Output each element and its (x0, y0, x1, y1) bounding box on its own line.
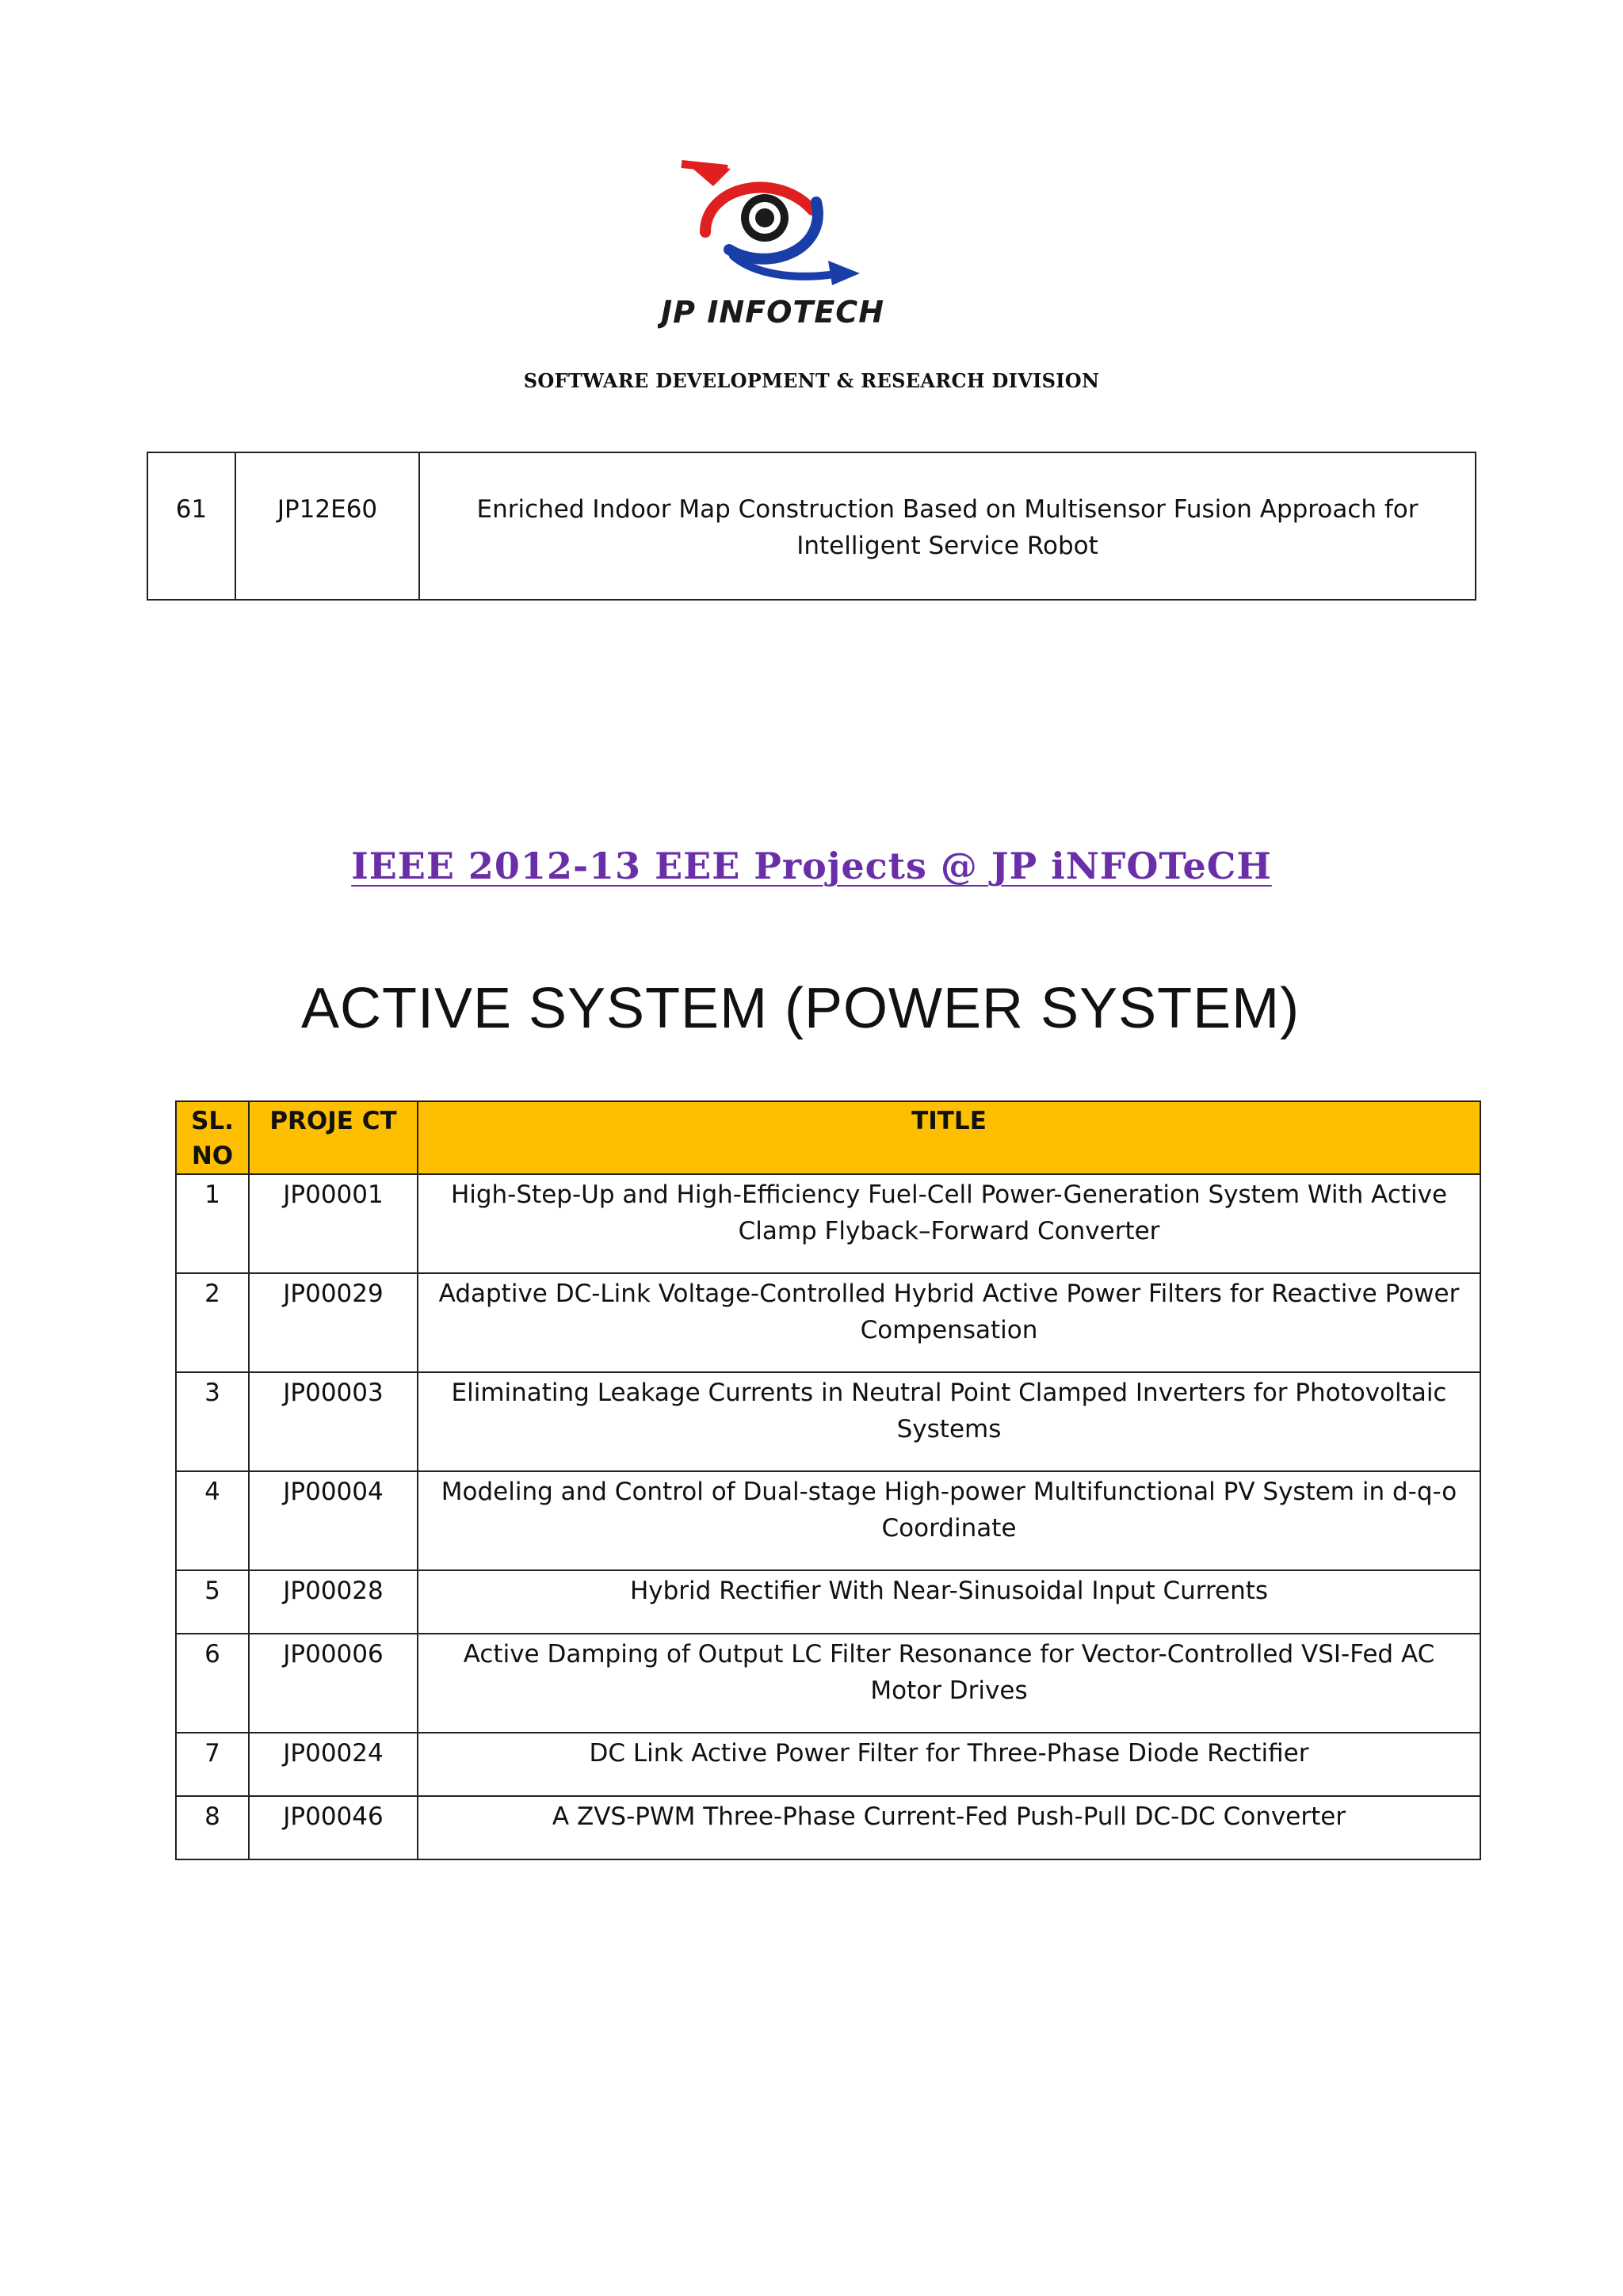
project-code-cell: JP00003 (249, 1372, 418, 1471)
project-code-cell: JP12E60 (235, 452, 419, 600)
table-row (176, 1733, 1480, 1796)
jp-infotech-logo (658, 154, 888, 337)
title-cell: Enriched Indoor Map Construction Based on Multisensor Fusion Approach for Intelligent Service Robot (419, 452, 1476, 600)
sl-no-header: SL. NO (176, 1101, 249, 1174)
project-code-cell: JP00004 (249, 1471, 418, 1570)
section-title: ACTIVE SYSTEM (POWER SYSTEM) (300, 977, 1300, 1040)
table-row (176, 1796, 1480, 1859)
project-code-cell: JP00024 (249, 1733, 418, 1796)
sl-cell: 7 (176, 1733, 249, 1796)
sl-cell: 6 (176, 1634, 249, 1733)
project-header: PROJE CT (249, 1101, 418, 1174)
table-header-row (176, 1101, 1480, 1174)
sl-cell: 4 (176, 1471, 249, 1570)
title-header: TITLE (418, 1101, 1480, 1174)
table-row (176, 1273, 1480, 1372)
title-cell: A ZVS-PWM Three-Phase Current-Fed Push-Pull DC-DC Converter (418, 1796, 1480, 1859)
sl-cell: 1 (176, 1174, 249, 1273)
title-cell: Eliminating Leakage Currents in Neutral Point Clamped Inverters for Photovoltaic Systems (418, 1372, 1480, 1471)
table-row (176, 1174, 1480, 1273)
title-cell: DC Link Active Power Filter for Three-Phase Diode Rectifier (418, 1733, 1480, 1796)
sl-cell: 61 (147, 452, 235, 600)
ieee-projects-heading: IEEE 2012-13 EEE Projects @ JP iNFOTeCH (351, 845, 1272, 887)
sl-cell: 3 (176, 1372, 249, 1471)
title-cell: Modeling and Control of Dual-stage High-power Multifunctional PV System in d-q-o Coordinate (418, 1471, 1480, 1570)
project-code-cell: JP00029 (249, 1273, 418, 1372)
table-row (176, 1570, 1480, 1634)
table-row (176, 1634, 1480, 1733)
title-cell: Active Damping of Output LC Filter Resonance for Vector-Controlled VSI-Fed AC Motor Drives (418, 1634, 1480, 1733)
table-row (147, 452, 1476, 600)
table-row (176, 1471, 1480, 1570)
title-cell: Hybrid Rectifier With Near-Sinusoidal Input Currents (418, 1570, 1480, 1634)
project-code-cell: JP00006 (249, 1634, 418, 1733)
title-cell: High-Step-Up and High-Efficiency Fuel-Cell Power-Generation System With Active Clamp Flyback–Forward Converter (418, 1174, 1480, 1273)
logo-wordmark: JP INFOTECH (661, 295, 884, 330)
sl-cell: 8 (176, 1796, 249, 1859)
project-table (175, 1100, 1481, 1860)
table-row (176, 1372, 1480, 1471)
sl-cell: 2 (176, 1273, 249, 1372)
continued-project-table (147, 452, 1476, 601)
project-code-cell: JP00046 (249, 1796, 418, 1859)
sl-cell: 5 (176, 1570, 249, 1634)
project-code-cell: JP00001 (249, 1174, 418, 1273)
title-cell: Adaptive DC-Link Voltage-Controlled Hybrid Active Power Filters for Reactive Power Compensation (418, 1273, 1480, 1372)
division-subtitle: SOFTWARE DEVELOPMENT & RESEARCH DIVISION (523, 369, 1100, 392)
project-code-cell: JP00028 (249, 1570, 418, 1634)
